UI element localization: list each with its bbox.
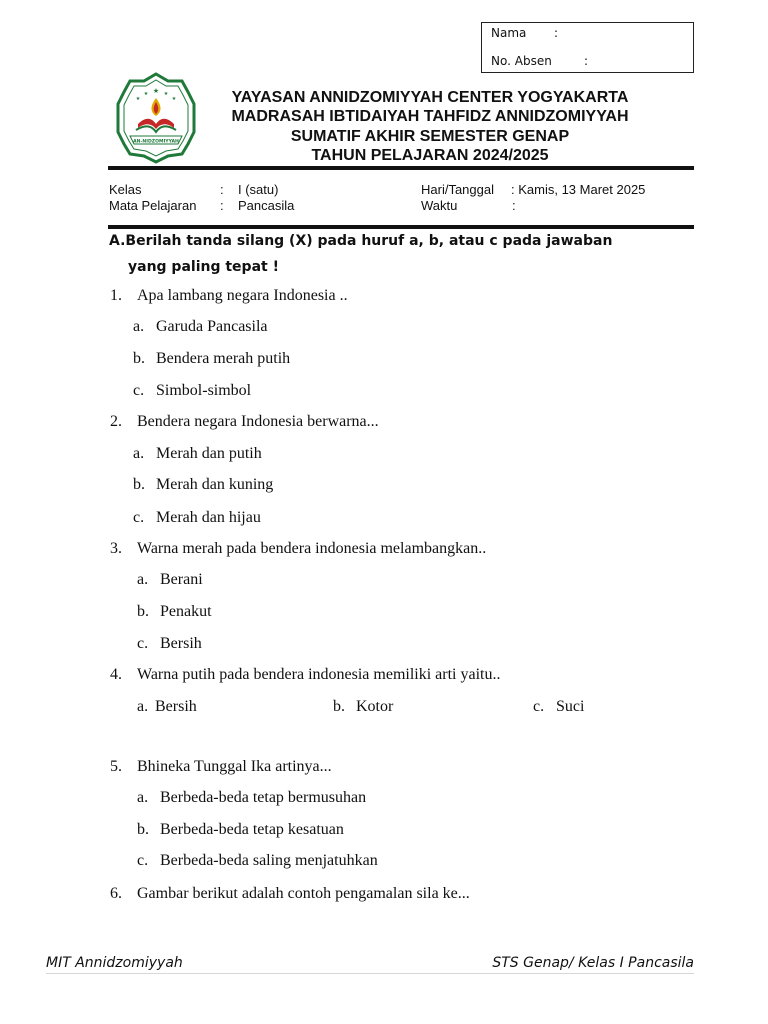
option-text: Berbeda-beda tetap kesatuan <box>160 821 344 838</box>
option-4a <box>137 698 197 716</box>
question-number: 6. <box>110 885 122 902</box>
option-letter: c. <box>137 635 149 652</box>
question-text: Apa lambang negara Indonesia .. <box>137 287 348 304</box>
option-text: Penakut <box>160 603 212 620</box>
question-number: 3. <box>110 540 122 557</box>
question-text: Bhineka Tunggal Ika artinya... <box>137 758 332 775</box>
option-2c <box>133 509 261 527</box>
option-2b <box>133 476 274 494</box>
question-2 <box>110 413 379 431</box>
question-text: Warna merah pada bendera indonesia melambangkan.. <box>137 540 487 557</box>
option-text: Bersih <box>160 635 202 652</box>
option-letter: b. <box>333 698 345 715</box>
option-text: Berbeda-beda saling menjatuhkan <box>160 852 378 869</box>
instruction-line-1: A.Berilah tanda silang (X) pada huruf a, b, atau c pada jawaban <box>109 233 613 249</box>
header-year: TAHUN PELAJARAN 2024/2025 <box>311 146 549 164</box>
mapel-colon: : <box>220 198 224 213</box>
option-text: Bersih <box>155 698 197 715</box>
option-3c <box>137 635 202 653</box>
option-text: Merah dan putih <box>156 445 262 462</box>
option-letter: c. <box>137 852 149 869</box>
header-exam: SUMATIF AKHIR SEMESTER GENAP <box>290 127 570 145</box>
name-row <box>491 26 559 40</box>
footer-divider <box>46 973 694 974</box>
question-number: 4. <box>110 666 122 683</box>
option-letter: a. <box>133 318 145 335</box>
question-6 <box>110 885 470 903</box>
option-text: Simbol-simbol <box>156 382 252 399</box>
option-text: Berbeda-beda tetap bermusuhan <box>160 789 367 806</box>
option-letter: a. <box>137 789 149 806</box>
question-1 <box>110 287 348 305</box>
hari-label: Hari/Tanggal <box>421 182 494 197</box>
option-letter: b. <box>133 350 145 367</box>
option-4c <box>533 698 585 716</box>
option-text: Merah dan hijau <box>156 509 261 526</box>
name-label: Nama <box>491 26 527 40</box>
option-text: Bendera merah putih <box>156 350 291 367</box>
question-text: Warna putih pada bendera indonesia memiliki arti yaitu.. <box>137 666 501 683</box>
question-5 <box>110 758 332 776</box>
mapel-value: Pancasila <box>238 198 295 213</box>
option-text: Suci <box>556 698 585 715</box>
hari-value: : Kamis, 13 Maret 2025 <box>511 182 646 197</box>
option-4b <box>333 698 394 716</box>
header-foundation: YAYASAN ANNIDZOMIYYAH CENTER YOGYAKARTA <box>231 89 629 106</box>
option-letter: c. <box>133 509 145 526</box>
option-letter: b. <box>137 821 149 838</box>
absen-label: No. Absen <box>491 54 552 68</box>
logo-banner-text: AN-NIDZOMIYYAH <box>133 139 179 145</box>
option-text: Merah dan kuning <box>156 476 274 493</box>
option-letter: b. <box>137 603 149 620</box>
header-school: MADRASAH IBTIDAIYAH TAHFIDZ ANNIDZOMIYYAH <box>231 108 629 126</box>
footer-exam-info: STS Genap/ Kelas I Pancasila <box>492 955 694 971</box>
option-5c <box>137 852 378 870</box>
header-divider <box>108 166 694 170</box>
option-2a <box>133 445 262 463</box>
question-text: Bendera negara Indonesia berwarna... <box>137 413 379 430</box>
document-header <box>196 88 664 165</box>
option-1c <box>133 382 252 400</box>
option-5a <box>137 789 367 807</box>
option-letter: c. <box>133 382 145 399</box>
absen-colon: : <box>584 54 589 68</box>
question-3 <box>110 540 487 558</box>
svg-text:★: ★ <box>152 87 160 95</box>
waktu-label: Waktu <box>421 198 458 213</box>
option-text: Kotor <box>356 698 394 715</box>
student-id-box <box>481 22 694 73</box>
instruction-line-2: yang paling tepat ! <box>128 259 279 275</box>
mapel-label: Mata Pelajaran <box>109 198 197 213</box>
option-letter: b. <box>133 476 145 493</box>
question-number: 5. <box>110 758 122 775</box>
kelas-value: I (satu) <box>238 182 279 197</box>
question-number: 1. <box>110 287 122 304</box>
option-letter: a. <box>133 445 145 462</box>
question-number: 2. <box>110 413 122 430</box>
school-logo <box>116 72 196 164</box>
footer-school: MIT Annidzomiyyah <box>46 955 183 971</box>
waktu-colon: : <box>512 198 516 213</box>
absen-row <box>491 54 589 68</box>
question-4 <box>110 666 501 684</box>
option-text: Berani <box>160 571 203 588</box>
option-letter: a. <box>137 571 149 588</box>
svg-text:★: ★ <box>163 91 169 97</box>
question-text: Gambar berikut adalah contoh pengamalan sila ke... <box>137 885 470 902</box>
svg-text:★: ★ <box>171 96 177 102</box>
svg-text:★: ★ <box>135 96 141 102</box>
option-5b <box>137 821 344 839</box>
svg-text:★: ★ <box>143 91 149 97</box>
kelas-label: Kelas <box>109 182 142 197</box>
option-letter: a. <box>137 698 149 715</box>
option-1b <box>133 350 291 368</box>
option-3b <box>137 603 212 621</box>
option-3a <box>137 571 203 589</box>
option-1a <box>133 318 268 336</box>
name-colon: : <box>554 26 559 40</box>
info-divider <box>108 225 694 229</box>
kelas-colon: : <box>220 182 224 197</box>
option-letter: c. <box>533 698 545 715</box>
option-text: Garuda Pancasila <box>156 318 268 335</box>
